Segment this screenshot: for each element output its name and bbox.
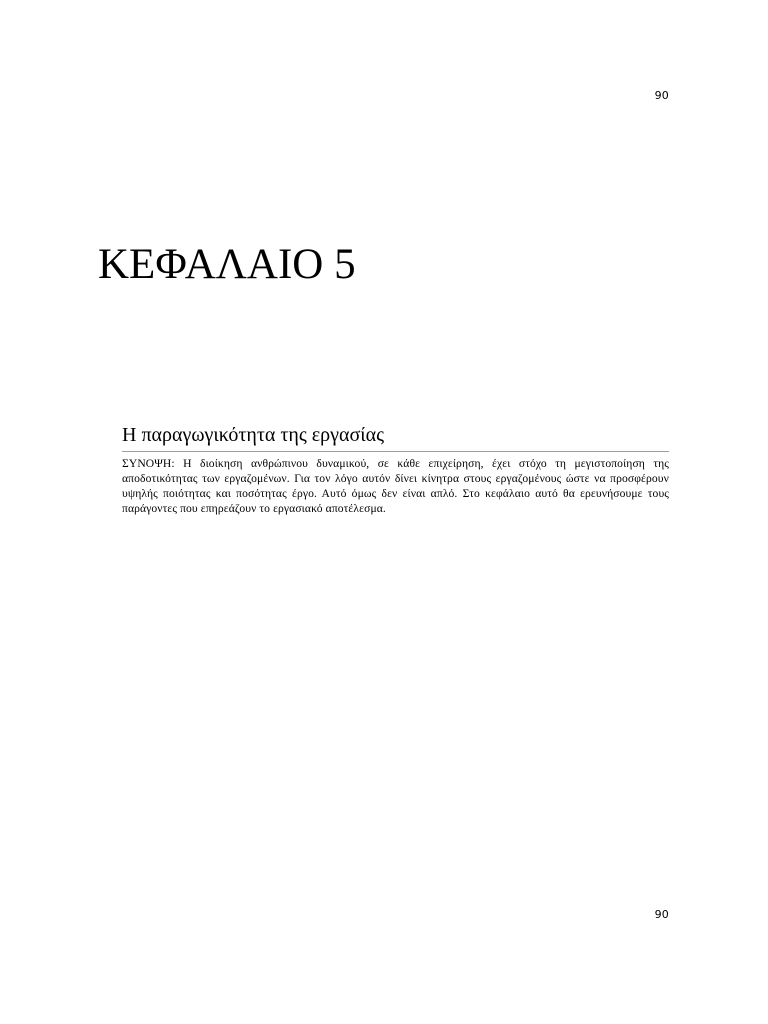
chapter-title: ΚΕΦΑΛΑΙΟ 5	[98, 241, 356, 288]
page-number-top: 90	[654, 89, 669, 102]
chapter-summary: ΣΥΝΟΨΗ: Η διοίκηση ανθρώπινου δυναμικού, σε κάθε επιχείρηση, έχει στόχο τη μεγιστοποίηση της αποδοτικότητας των εργαζομένων. Για τον λόγο αυτόν δίνει κίνητρα στους εργαζομένους ώστε να προσφέρουν υψηλής ποιότητας και ποσότητας έργο. Αυτό όμως δεν είναι απλό. Στο κεφάλαιο αυτό θα ερευνήσουμε τους παράγοντες που επηρεάζουν το εργασιακό αποτέλεσμα.	[122, 457, 669, 515]
page-number-bottom: 90	[654, 908, 669, 921]
section-block	[122, 422, 669, 516]
section-title: Η παραγωγικότητα της εργασίας	[122, 422, 669, 452]
